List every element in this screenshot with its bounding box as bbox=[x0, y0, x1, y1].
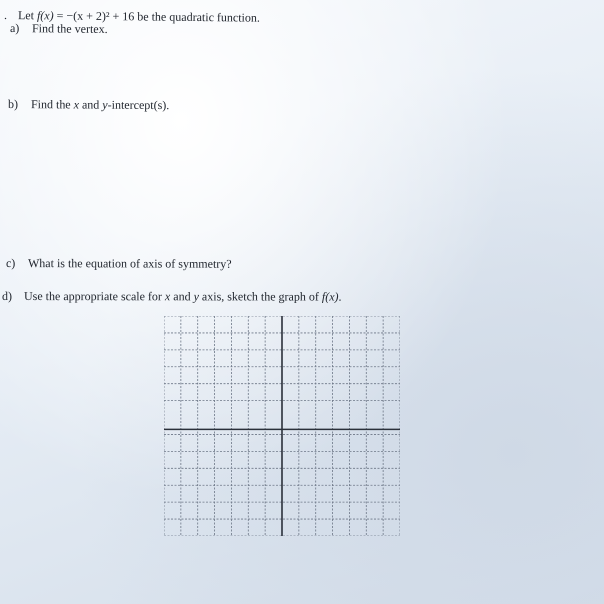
function-name: f(x) bbox=[36, 8, 54, 23]
problem-bullet: . bbox=[3, 8, 8, 23]
variable-x: x bbox=[164, 289, 171, 304]
question-d-label: d) bbox=[1, 289, 13, 304]
variable-y: y bbox=[102, 97, 108, 112]
variable-x: x bbox=[73, 97, 80, 112]
question-b-text-mid: and bbox=[78, 97, 103, 112]
question-d-text bbox=[24, 289, 342, 304]
question-b-label: b) bbox=[7, 97, 19, 112]
question-c bbox=[6, 256, 232, 271]
question-d-text-mid: and bbox=[170, 289, 194, 304]
question-d-text-pre: Use the appropriate scale for bbox=[23, 289, 165, 304]
variable-y: y bbox=[193, 289, 199, 304]
graph-grid bbox=[164, 316, 400, 536]
question-a-label: a) bbox=[9, 21, 20, 36]
question-b-text-post: -intercept(s). bbox=[107, 97, 170, 113]
question-c-label: c) bbox=[5, 256, 16, 271]
question-b-text-pre: Find the bbox=[30, 97, 74, 112]
question-b bbox=[8, 97, 169, 112]
question-a-text: Find the vertex. bbox=[31, 21, 108, 37]
question-d bbox=[2, 289, 342, 304]
function-name: f(x) bbox=[321, 289, 339, 304]
intro-lead: Let bbox=[17, 8, 38, 23]
question-c-text: What is the equation of axis of symmetry? bbox=[27, 256, 232, 271]
question-d-text-end: . bbox=[338, 289, 342, 304]
question-d-text-post: axis, sketch the graph of bbox=[198, 289, 322, 304]
function-expression: = −(x + 2)² + 16 be the quadratic function. bbox=[53, 8, 260, 25]
question-a bbox=[10, 21, 108, 36]
question-b-text bbox=[31, 97, 169, 112]
